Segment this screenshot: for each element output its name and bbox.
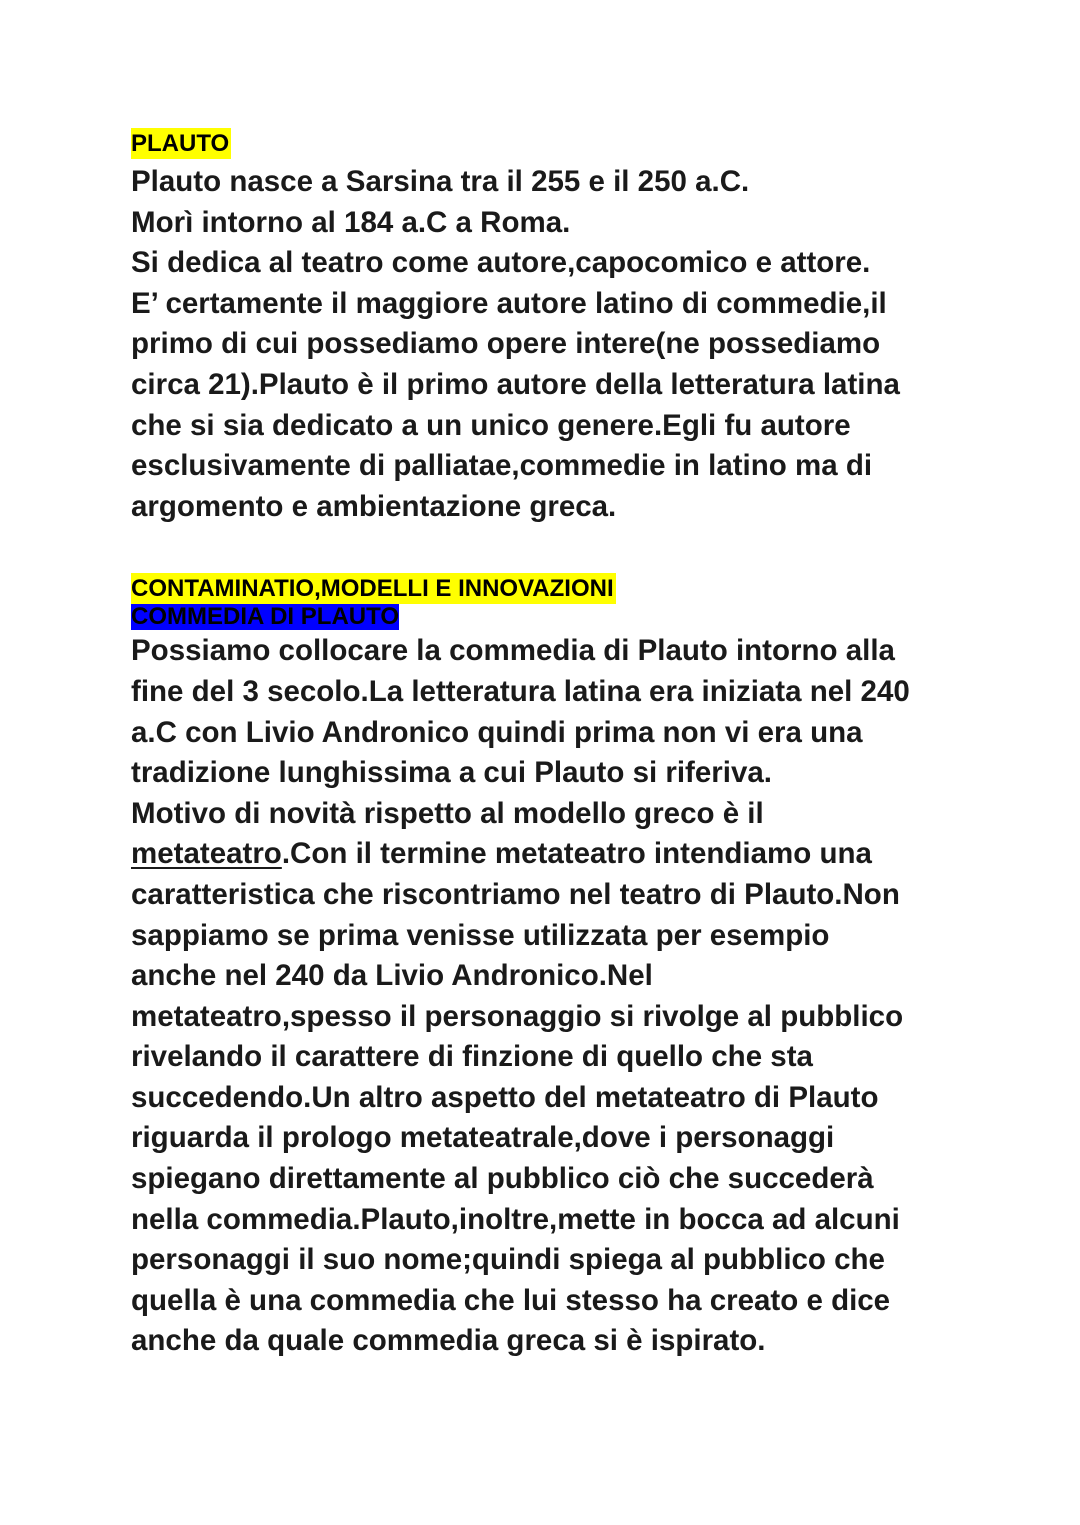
text-line: sappiamo se prima venisse utilizzata per esempio xyxy=(131,918,830,952)
text-line: anche da quale commedia greca si è ispirato. xyxy=(131,1324,766,1358)
section-contaminatio-body xyxy=(131,631,961,1362)
text-line: nella commedia.Plauto,inoltre,mette in bocca ad alcuni xyxy=(131,1202,900,1236)
section-contaminatio xyxy=(131,573,961,1362)
text-line: fine del 3 secolo.La letteratura latina era iniziata nel 240 xyxy=(131,674,910,708)
text-line: E’ certamente il maggiore autore latino di commedie,il xyxy=(131,286,887,320)
section-plauto-body xyxy=(131,162,961,527)
text-line: anche nel 240 da Livio Andronico.Nel xyxy=(131,959,653,993)
text-line: quella è una commedia che lui stesso ha creato e dice xyxy=(131,1283,891,1317)
text-line-metateatro xyxy=(131,834,961,875)
text-line: Possiamo collocare la commedia di Plauto intorno alla xyxy=(131,634,895,668)
section-subheading-commedia: COMMEDIA DI PLAUTO xyxy=(131,603,399,631)
text-line: Morì intorno al 184 a.C a Roma. xyxy=(131,205,571,239)
text-line: circa 21).Plauto è il primo autore della letteratura latina xyxy=(131,367,900,401)
text-line: succedendo.Un altro aspetto del metateatro di Plauto xyxy=(131,1080,879,1114)
text-line: spiegano direttamente al pubblico ciò che succederà xyxy=(131,1162,874,1196)
section-heading-plauto: PLAUTO xyxy=(131,130,230,157)
section-heading-contaminatio: CONTAMINATIO,MODELLI E INNOVAZIONI xyxy=(131,575,614,603)
text-line: Motivo di novità rispetto al modello greco è il xyxy=(131,796,764,830)
text-line: argomento e ambientazione greca. xyxy=(131,489,617,523)
text-line: personaggi il suo nome;quindi spiega al pubblico che xyxy=(131,1243,885,1277)
text-fragment: .Con il termine metateatro intendiamo una xyxy=(281,837,872,871)
text-line: caratteristica che riscontriamo nel teatro di Plauto.Non xyxy=(131,877,900,911)
underlined-term: metateatro xyxy=(131,837,282,871)
text-line: rivelando il carattere di finzione di quello che sta xyxy=(131,1040,813,1074)
text-line: Plauto nasce a Sarsina tra il 255 e il 250 a.C. xyxy=(131,165,750,198)
text-line: Si dedica al teatro come autore,capocomico e attore. xyxy=(131,246,871,280)
text-line: tradizione lunghissima a cui Plauto si riferiva. xyxy=(131,756,772,790)
text-line: esclusivamente di palliatae,commedie in latino ma di xyxy=(131,449,873,483)
text-line: riguarda il prologo metateatrale,dove i personaggi xyxy=(131,1121,835,1155)
text-line: a.C con Livio Andronico quindi prima non vi era una xyxy=(131,715,863,749)
document-page xyxy=(131,128,961,1362)
text-line: primo di cui possediamo opere intere(ne possediamo xyxy=(131,327,881,361)
text-line: metateatro,spesso il personaggio si rivolge al pubblico xyxy=(131,999,904,1033)
text-line: che si sia dedicato a un unico genere.Egli fu autore xyxy=(131,408,851,442)
section-plauto xyxy=(131,128,961,527)
